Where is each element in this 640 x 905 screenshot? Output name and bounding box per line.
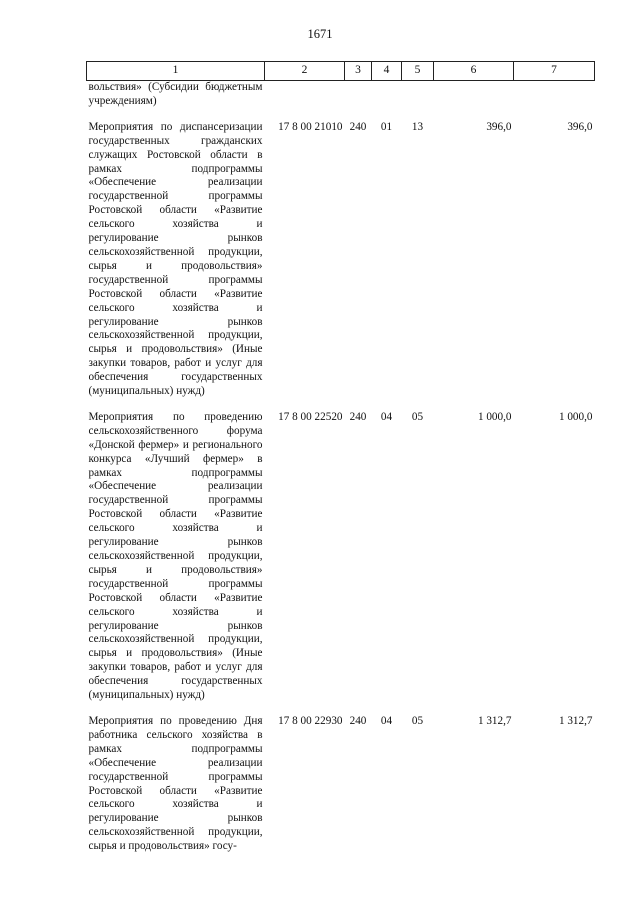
row-subsection: 05 <box>411 714 424 727</box>
table-row <box>87 411 595 703</box>
row-spacer <box>87 109 595 121</box>
row-sum-year2: 1 312,7 <box>558 714 593 727</box>
row-description: Мероприятия по проведению Дня работника сельского хозяйства в рамках подпрограммы «Обеспечение реализации государственной программы Ростовской области «Развитие сельского хозяйства и регулирование рынков сельскохозяйственной продукции, сырья и продовольствия» госу- <box>88 714 263 853</box>
row-expense-type: 240 <box>349 120 367 133</box>
row-section: 04 <box>380 410 393 423</box>
column-header-sum-year1: 6 <box>434 62 514 81</box>
row-expense-type: 240 <box>349 714 367 727</box>
row-target-code: 17 8 00 22520 <box>278 410 343 423</box>
row-target-code: 17 8 00 21010 <box>278 120 343 133</box>
row-spacer <box>87 399 595 411</box>
row-expense-type: 240 <box>349 410 367 423</box>
row-sum-year1: 1 312,7 <box>477 714 512 727</box>
row-expense-type <box>345 81 372 109</box>
row-section <box>372 81 402 109</box>
row-target-code <box>265 81 345 109</box>
row-sum-year2: 1 000,0 <box>558 410 593 423</box>
row-spacer <box>87 703 595 715</box>
page-number: 1671 <box>307 27 333 41</box>
row-subsection: 13 <box>411 120 424 133</box>
column-header-code: 2 <box>265 62 345 81</box>
row-description: Мероприятия по диспансеризации государственных гражданских служащих Ростовской области в рамках подпрограммы «Обеспечение реализации государственной программы Ростовской области «Развитие сельского хозяйства и регулирование рынков сельскохозяйственной продукции, сырья и продовольствия» государственной программы Ростовской области «Развитие сельского хозяйства и регулирование рынков сельскохозяйственной продукции, сырья и продовольствия» (Иные закупки товаров, работ и услуг для обеспечения государственных (муниципальных) нужд) <box>88 120 263 398</box>
row-section: 01 <box>380 120 393 133</box>
table-row <box>87 715 595 854</box>
row-description: Мероприятия по проведению сельскохозяйственного форума «Донской фермер» и регионального конкурса «Лучший фермер» в рамках подпрограммы «Обеспечение реализации государственной программы Ростовской области «Развитие сельского хозяйства и регулирование рынков сельскохозяйственной продукции, сырья и продовольствия» государственной программы Ростовской области «Развитие сельского хозяйства и регулирование рынков сельскохозяйственной продукции, сырья и продовольствия» (Иные закупки товаров, работ и услуг для обеспечения государственных (муниципальных) нужд) <box>88 410 263 702</box>
table-header-row <box>87 62 595 81</box>
row-target-code: 17 8 00 22930 <box>278 714 343 727</box>
table-row <box>87 121 595 399</box>
row-description: вольствия» (Субсидии бюджетным учреждениям) <box>88 81 263 107</box>
column-header-vr: 3 <box>345 62 372 81</box>
column-header-rz: 4 <box>372 62 402 81</box>
row-section: 04 <box>380 714 393 727</box>
column-header-sum-year2: 7 <box>514 62 595 81</box>
row-sum-year1 <box>434 81 514 109</box>
row-subsection <box>402 81 434 109</box>
row-sum-year2: 396,0 <box>567 120 593 133</box>
column-header-name: 1 <box>87 62 265 81</box>
column-header-pr: 5 <box>402 62 434 81</box>
row-sum-year2 <box>514 81 595 109</box>
row-sum-year1: 1 000,0 <box>477 410 512 423</box>
row-sum-year1: 396,0 <box>486 120 512 133</box>
row-subsection: 05 <box>411 410 424 423</box>
table-row <box>87 81 595 109</box>
budget-table <box>86 61 595 854</box>
